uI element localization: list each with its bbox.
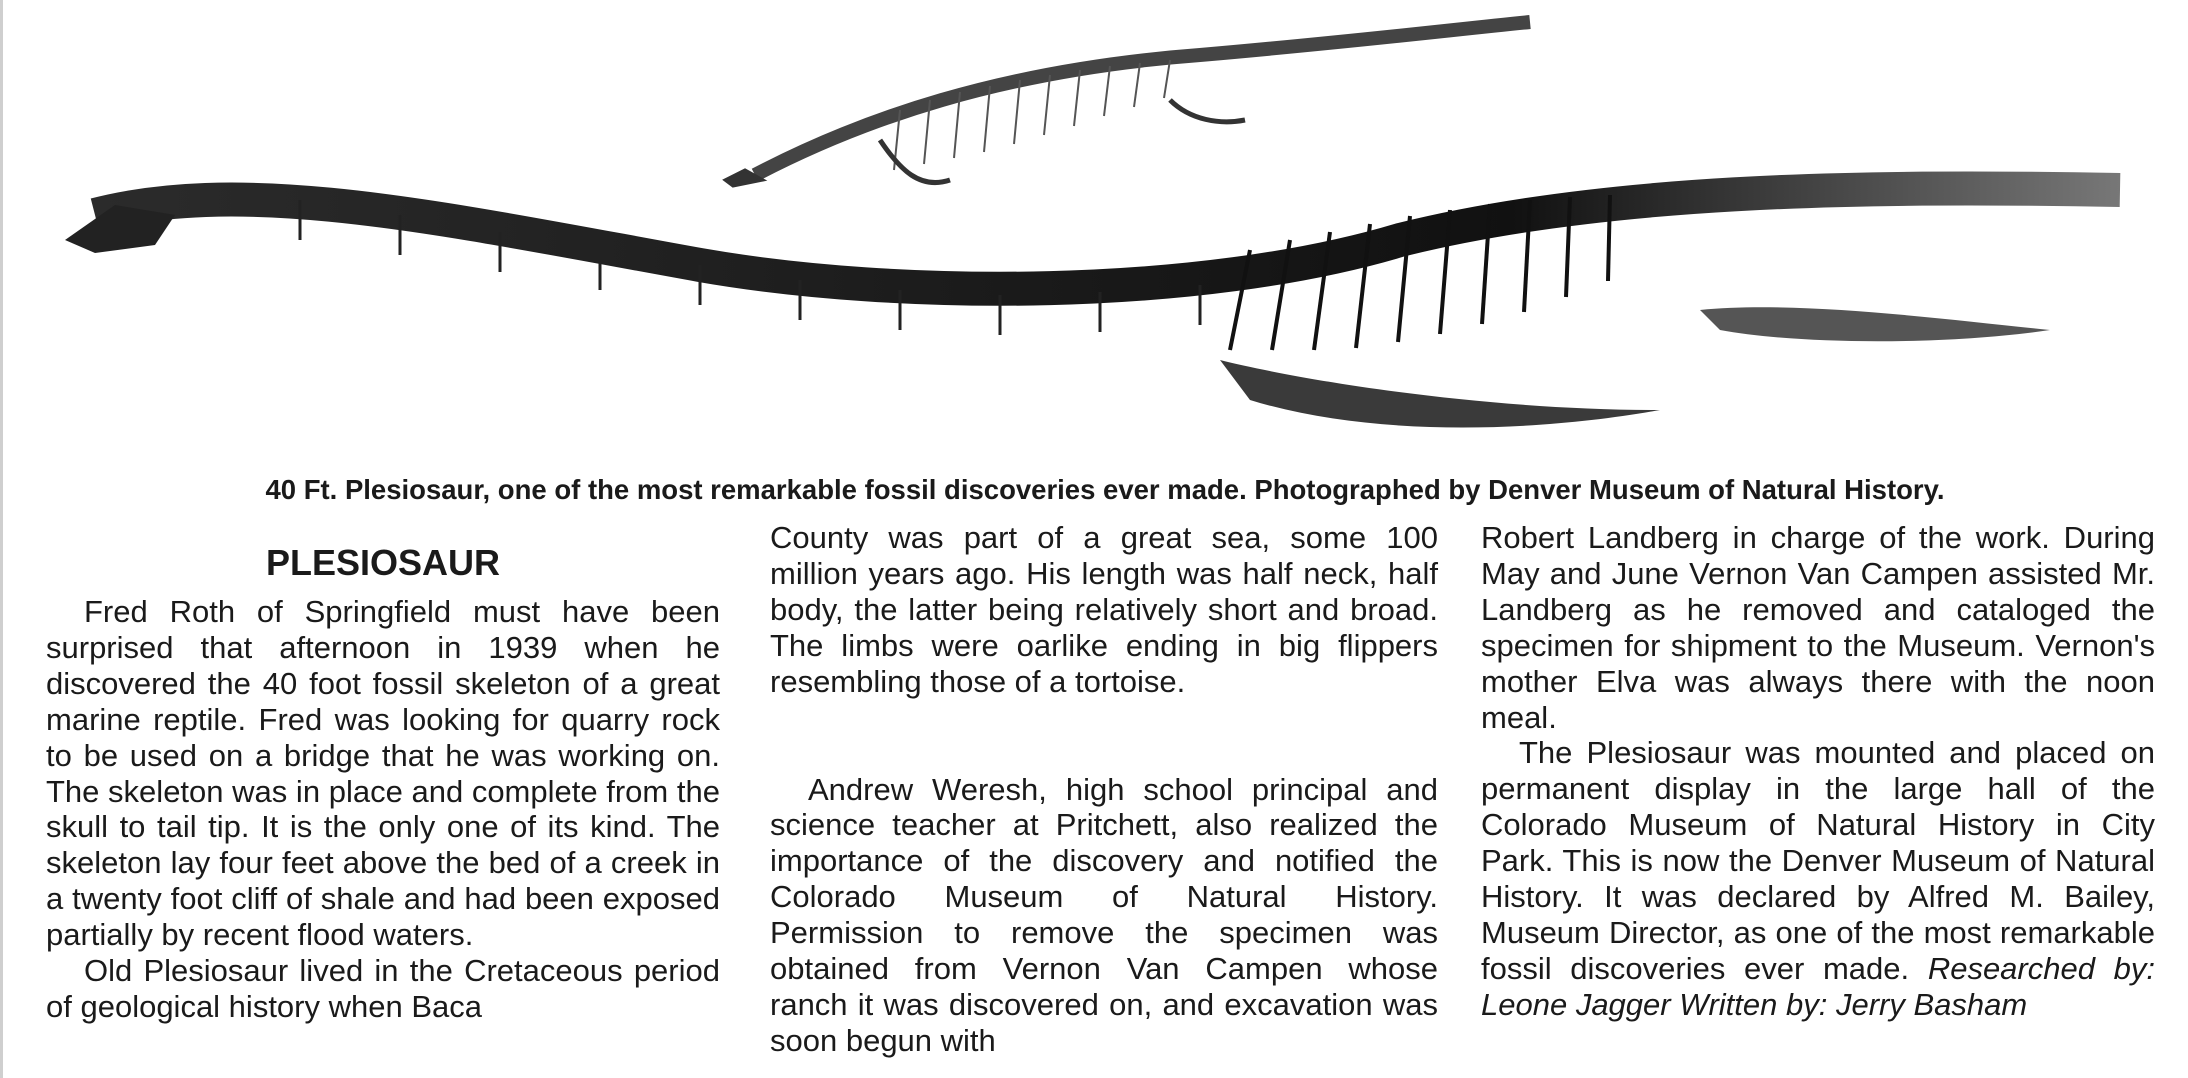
paragraph: Robert Landberg in charge of the work. During May and June Vernon Van Campen assisted Mr. Landberg as he removed and cataloged the specimen for shipment to the Museum. Vernon's mother Elva was always there with the noon meal.: [1481, 520, 2155, 735]
paragraph: Old Plesiosaur lived in the Cretaceous period of geological history when Baca: [46, 953, 720, 1024]
paragraph-text: The Plesiosaur was mounted and placed on permanent display in the large hall of the Colorado Museum of Natural History in City Park. This is now the Denver Museum of Natural History. It was declared by Alfred M. Bailey, Museum Director, as one of the most remarkable fossil discoveries ever made.: [1481, 735, 2155, 986]
small-skeleton: [725, 22, 1530, 186]
column-gap: [770, 700, 1438, 772]
paragraph: County was part of a great sea, some 100 million years ago. His length was half neck, half body, the latter being relatively short and broad. The limbs were oarlike ending in big flippers resembling those of a tortoise.: [770, 520, 1438, 699]
paragraph: [1481, 735, 2155, 1022]
paragraph: Andrew Weresh, high school principal and science teacher at Pritchett, also realized the importance of the discovery and notified the Colorado Museum of Natural History. Permission to remove the specimen was obtained from Vernon Van Campen whose ranch it was discovered on, and excavation was soon begun with: [770, 771, 1438, 1058]
plesiosaur-skeleton-photo: [0, 0, 2188, 470]
article-column-3: [1481, 520, 2155, 1023]
article-column-2: [770, 520, 1438, 1059]
author-credit: Researched by: Leone Jagger Written by: Jerry Basham: [1481, 950, 2155, 1022]
large-skeleton: [65, 188, 2120, 427]
article-headline: PLESIOSAUR: [265, 542, 501, 583]
photo-caption: 40 Ft. Plesiosaur, one of the most remarkable fossil discoveries ever made. Photographed by Denver Museum of Natural History.: [265, 474, 1945, 505]
article-column-1: [46, 544, 720, 1025]
paragraph: Fred Roth of Springfield must have been surprised that afternoon in 1939 when he discovered the 40 foot fossil skeleton of a great marine reptile. Fred was looking for quarry rock to be used on a bridge that he was working on. The skeleton was in place and complete from the skull to tail tip. It is the only one of its kind. The skeleton lay four feet above the bed of a creek in a twenty foot cliff of shale and had been exposed partially by recent flood waters.: [46, 594, 720, 953]
